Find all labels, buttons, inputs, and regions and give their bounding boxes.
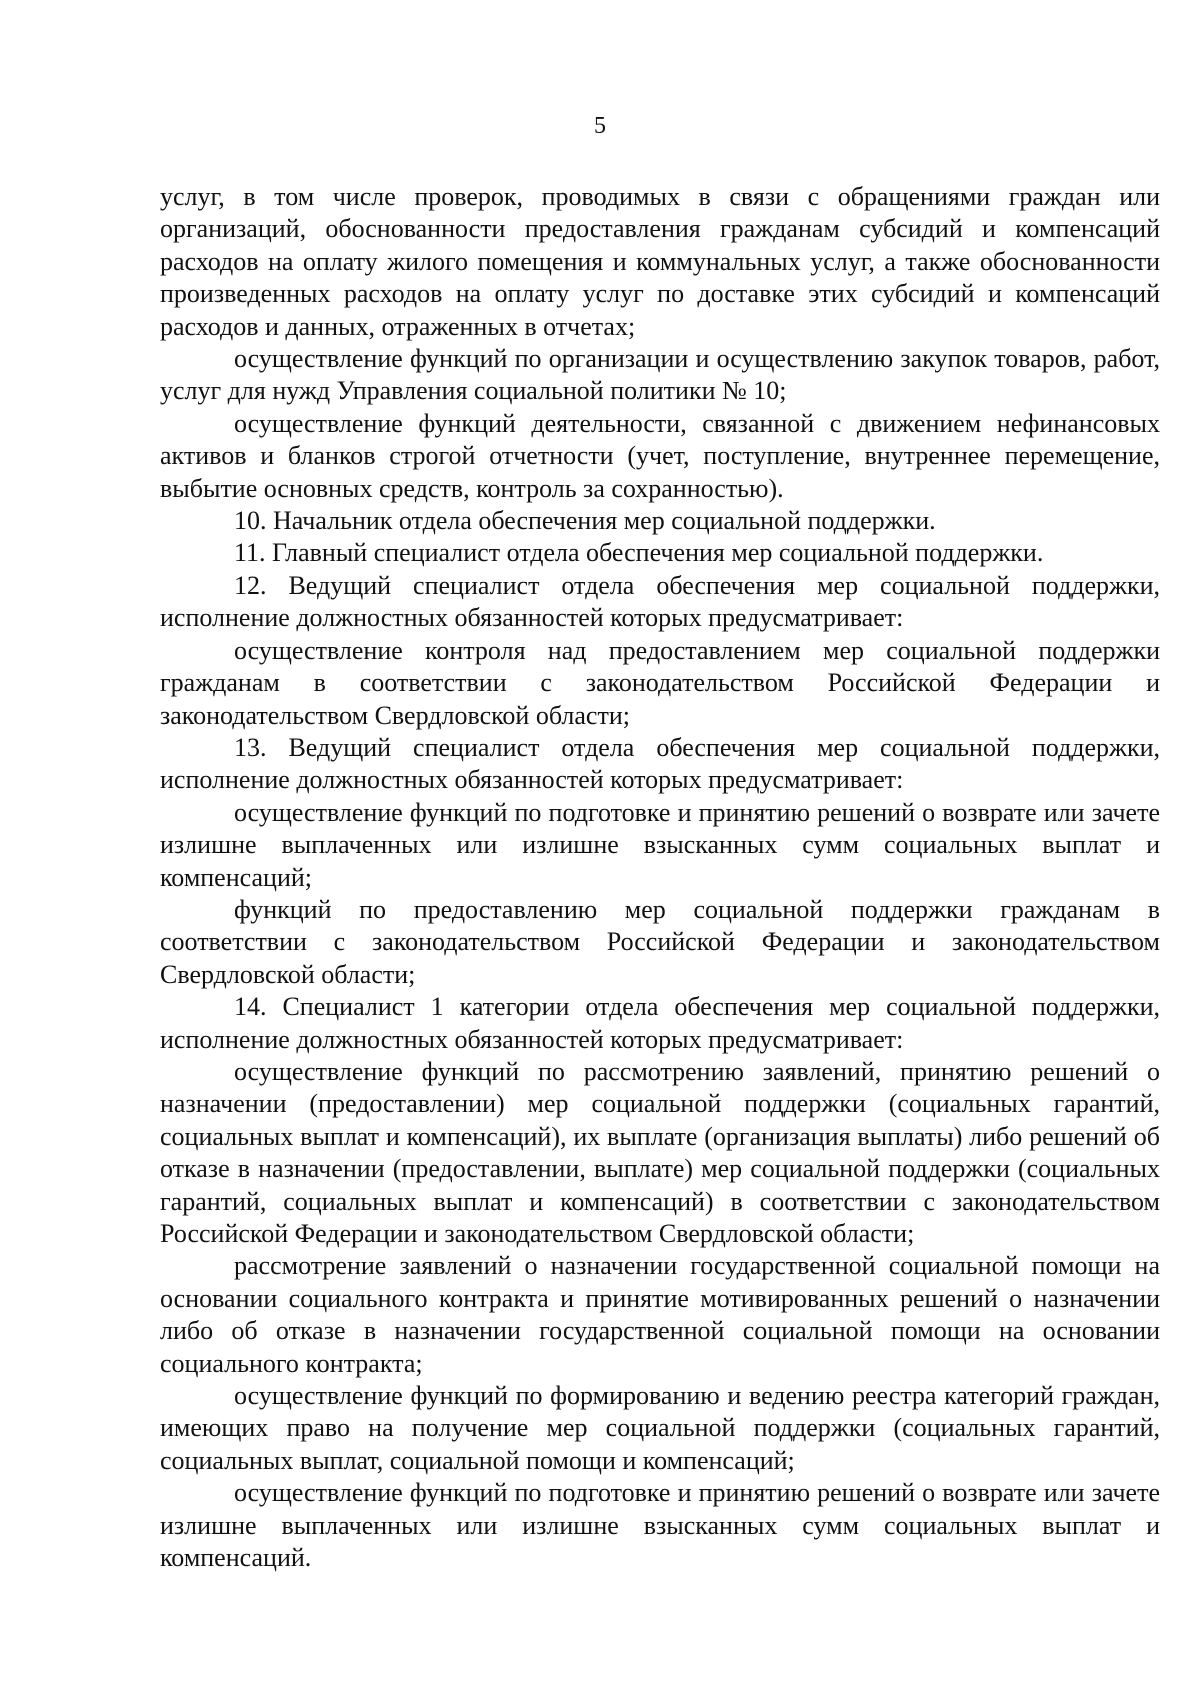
paragraph-item-14-duty-social-contract: рассмотрение заявлений о назначении государственной социальной помощи на основании социального контракта и принятие мотивированных решений о назначении либо об отказе в назначении государственной социальной помощи на основании социального контракта; — [160, 1251, 1160, 1378]
paragraph-item-12-duty: осуществление контроля над предоставлением мер социальной поддержки гражданам в соответствии с законодательством Российской Федерации и законодательством Свердловской области; — [160, 635, 1160, 730]
paragraph-item-14-duty-refund: осуществление функций по подготовке и принятию решений о возврате или зачете излишне выплаченных или излишне взысканных сумм социальных выплат и компенсаций. — [160, 1478, 1160, 1573]
paragraph-item-13-duty-support: функций по предоставлению мер социальной поддержки гражданам в соответствии с законодательством Российской Федерации и законодательством Свердловской области; — [160, 894, 1160, 989]
paragraph-procurement-functions: осуществление функций по организации и осуществлению закупок товаров, работ, услуг для нужд Управления социальной политики № 10; — [160, 344, 1160, 406]
paragraph-item-10: 10. Начальник отдела обеспечения мер социальной поддержки. — [234, 506, 936, 536]
paragraph-item-13: 13. Ведущий специалист отдела обеспечения мер социальной поддержки, исполнение должностных обязанностей которых предусматривает: — [160, 732, 1160, 795]
paragraph-item-13-duty-refund: осуществление функций по подготовке и принятию решений о возврате или зачете излишне выплаченных или излишне взысканных сумм социальных выплат и компенсаций; — [160, 797, 1160, 892]
paragraph-item-14: 14. Специалист 1 категории отдела обеспечения мер социальной поддержки, исполнение должностных обязанностей которых предусматривает: — [160, 992, 1160, 1054]
page-number: 5 — [594, 113, 606, 139]
paragraph-item-14-duty-registry: осуществление функций по формированию и ведению реестра категорий граждан, имеющих право на получение мер социальной поддержки (социальных гарантий, социальных выплат, социальной помощи и компенсаций; — [160, 1381, 1160, 1475]
paragraph-item-11: 11. Главный специалист отдела обеспечения мер социальной поддержки. — [234, 538, 1044, 568]
paragraph-item-14-duty-applications: осуществление функций по рассмотрению заявлений, принятию решений о назначении (предоставлении) мер социальной поддержки (социальных гарантий, социальных выплат и компенсаций), их выплате (организация выплаты) либо решений об отказе в назначении (предоставлении, выплате) мер социальной поддержки (социальных гарантий, социальных выплат и компенсаций) в соответствии с законодательством Российской Федерации и законодательством Свердловской области; — [160, 1056, 1160, 1248]
paragraph-item-12: 12. Ведущий специалист отдела обеспечения мер социальной поддержки, исполнение должностных обязанностей которых предусматривает: — [160, 570, 1160, 633]
paragraph-continuation: услуг, в том числе проверок, проводимых в связи с обращениями граждан или организаций, обоснованности предоставления гражданам субсидий и компенсаций расходов на оплату жилого помещения и коммунальных услуг, а также обоснованности произведенных расходов на оплату услуг по доставке этих субсидий и компенсаций расходов и данных, отраженных в отчетах; — [160, 182, 1160, 341]
document-body — [160, 181, 1160, 1574]
paragraph-assets-functions: осуществление функций деятельности, связанной с движением нефинансовых активов и бланков строгой отчетности (учет, поступление, внутреннее перемещение, выбытие основных средств, контроль за сохранностью). — [160, 408, 1160, 503]
